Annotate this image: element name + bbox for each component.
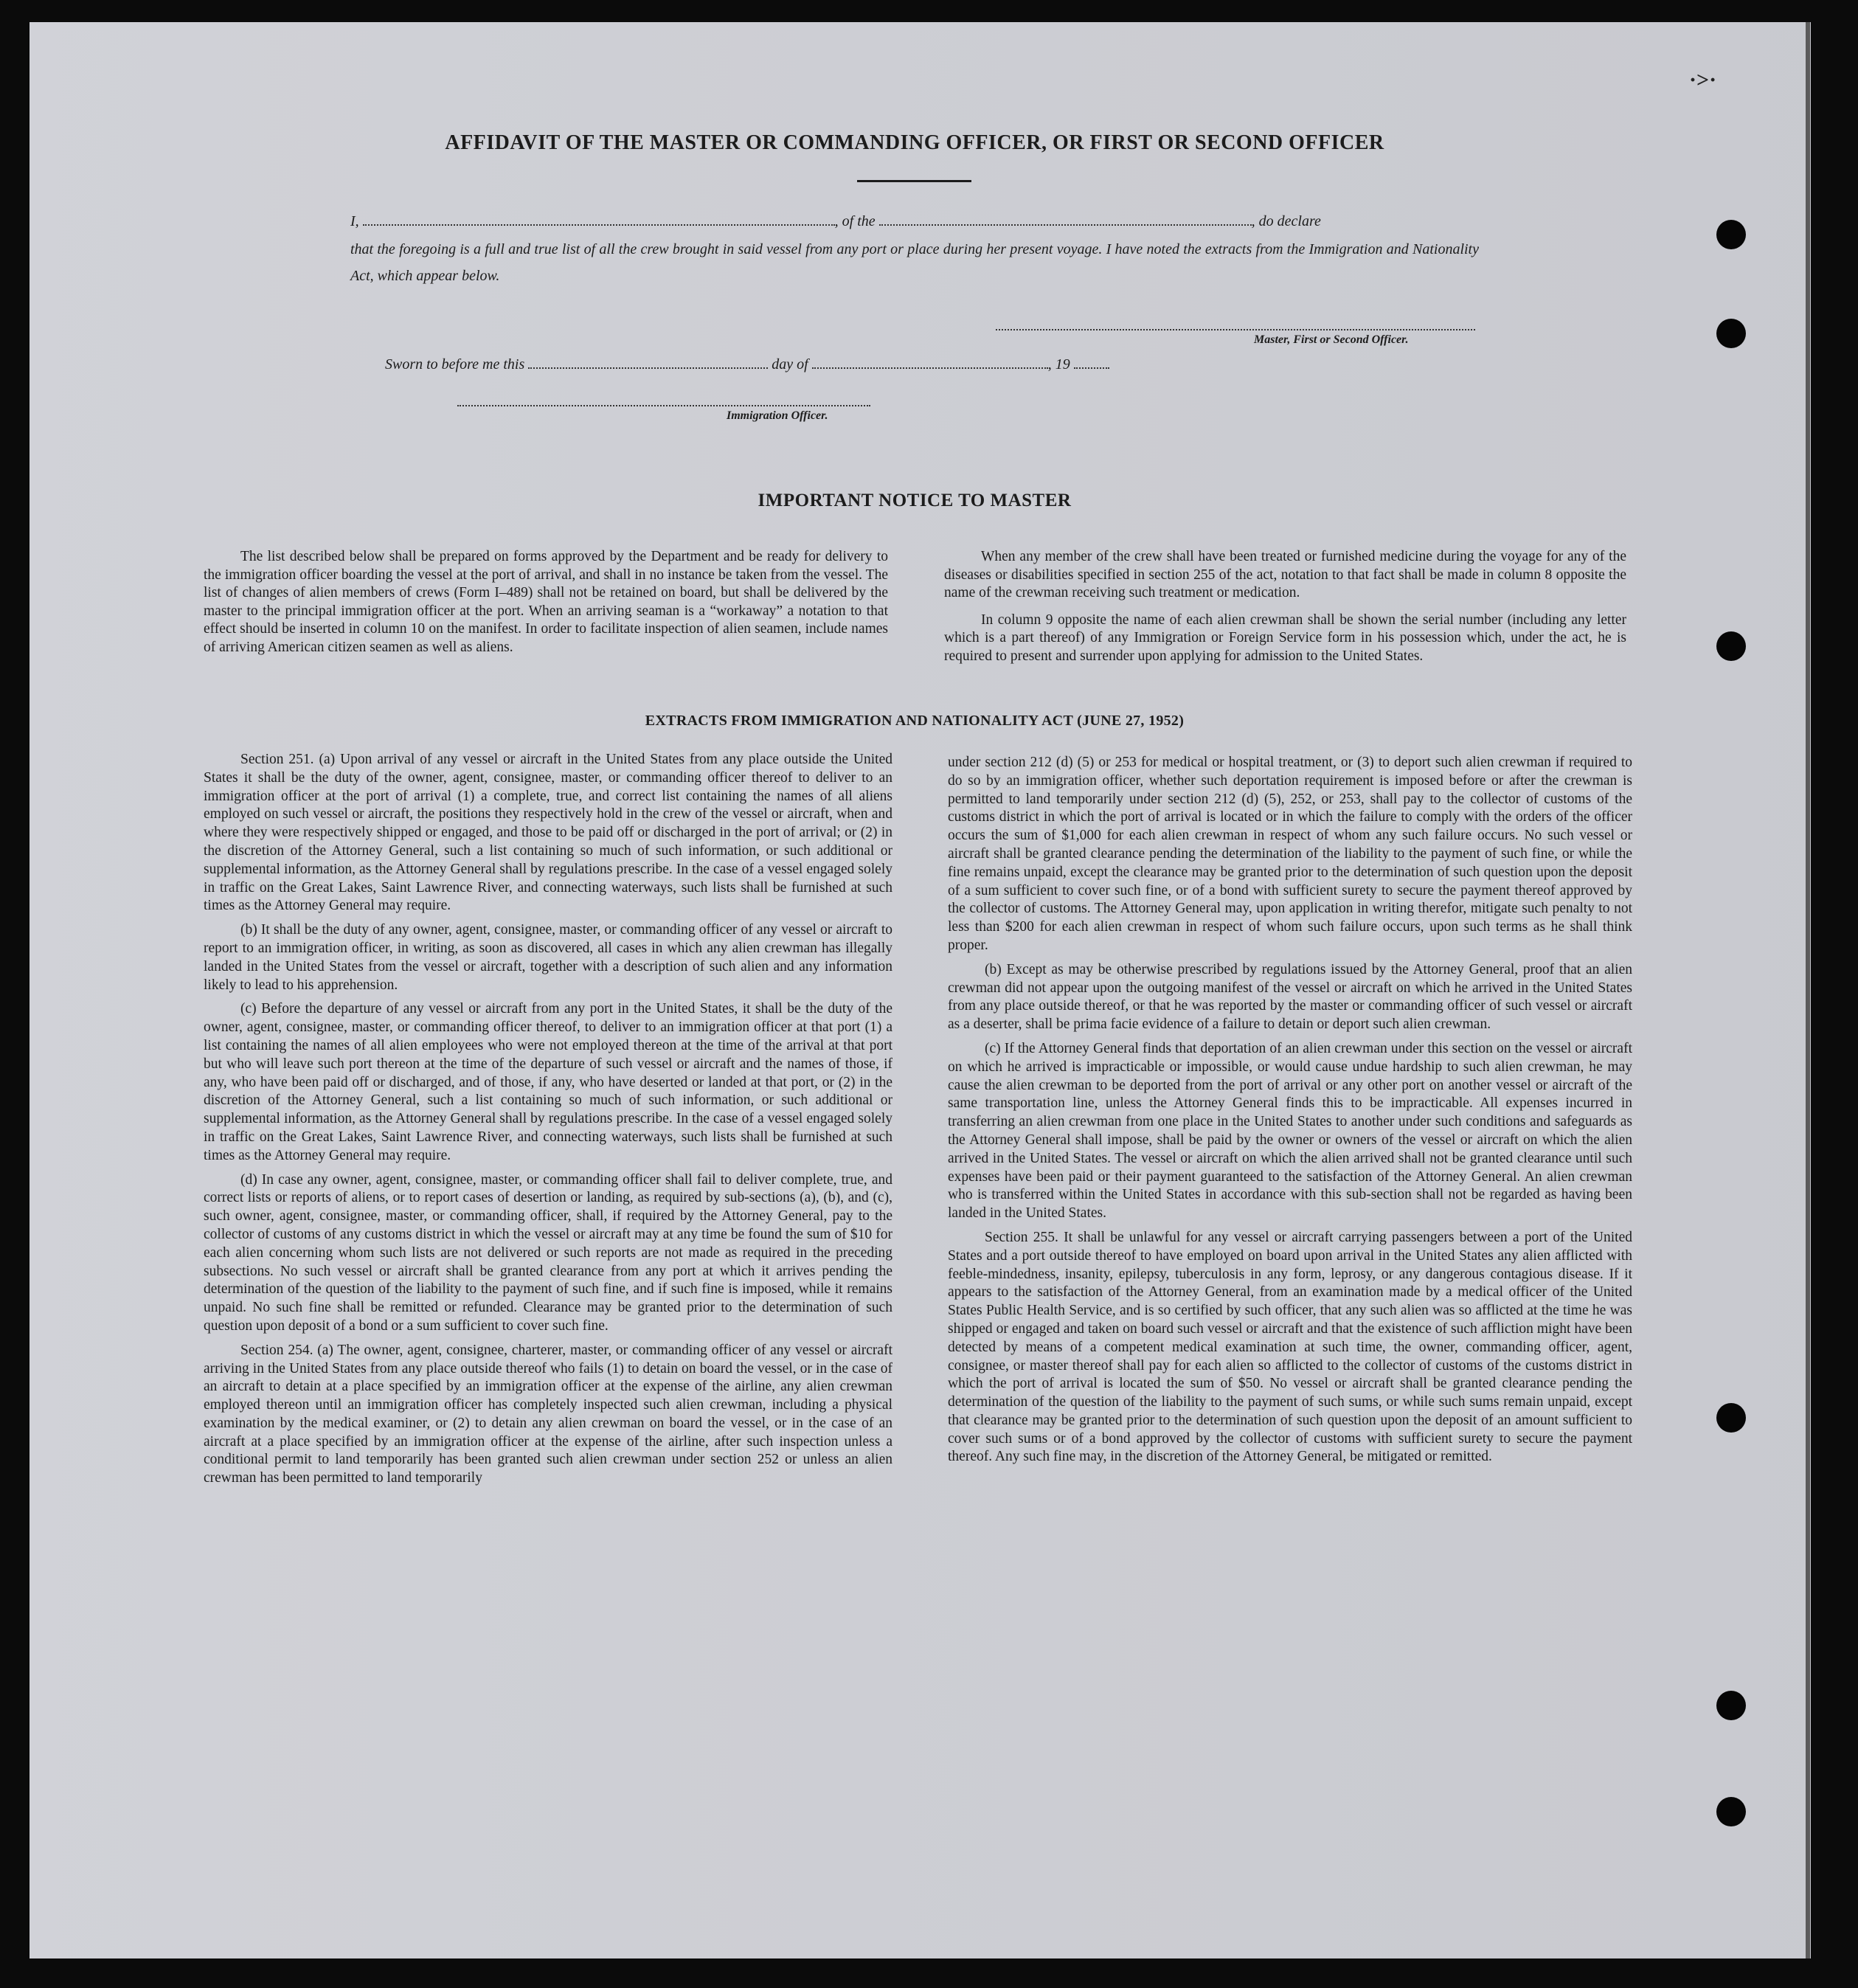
- extracts-right-column: [948, 754, 1632, 1472]
- section-254-c: (c) If the Attorney General finds that deportation of an alien crewman under this section on the vessel or aircraft on which he arrived is impracticable or impossible, or would cause undue hardship to such alien crewman, he may cause the alien crewman to be deported from the port of arrival or any other port on another vessel or aircraft of the same transportation line, unless the Attorney General finds this to be impracticable. All expenses incurred in transferring an alien crewman from one place in the United States to another under such conditions and safeguards as the Attorney General shall impose, shall be paid by the owner or owners of the vessel or aircraft on which the alien arrived in the United States. The vessel or aircraft on which the alien arrived shall not be granted clearance until such expenses have been paid or their payment guaranteed to the satisfaction of the Attorney General. An alien crewman who is transferred within the United States in accordance with this sub-section shall not be regarded as having been landed in the United States.: [948, 1040, 1632, 1222]
- page-edge: [1806, 22, 1810, 1958]
- of-the-label: , of the: [834, 213, 876, 229]
- section-255: Section 255. It shall be unlawful for any vessel or aircraft carrying passengers between a port of the United States and a port outside thereof to have employed on board upon arrival in the United States any alien afflicted with feeble-mindedness, insanity, epilepsy, tuberculosis in any form, leprosy, or any dangerous contagious disease. If it appears to the satisfaction of the Attorney General, from an examination made by a medical officer of the United States Public Health Service, and is so certified by such officer, that any such alien was so afflicted at the time he was shipped or engaged and taken on board such vessel or aircraft and that the existence of such affliction might have been detected by means of a competent medical examination at such time, the owner, commanding officer, agent, consignee, or master thereof shall pay for each alien so afflicted to the collector of customs of the customs district in which the port of arrival is located the sum of $50. No vessel or aircraft shall be granted clearance pending the determination of the question of the liability to the payment of such sums, or while such sums remain unpaid, except that clearance may be granted prior to the determination of such question upon the deposit of an amount sufficient to cover such sums or of a bond approved by the collector of customs with sufficient surety to secure the payment thereof. Any such fine may, in the discretion of the Attorney General, be mitigated or remitted.: [948, 1229, 1632, 1465]
- punch-hole: [1716, 631, 1746, 661]
- punch-hole: [1716, 220, 1746, 249]
- punch-hole: [1716, 1403, 1746, 1433]
- do-declare-label: , do declare: [1251, 213, 1321, 229]
- notice-left-paragraph: The list described below shall be prepared on forms approved by the Department and be ready for delivery to the immigration officer boarding the vessel at the port of arrival, and shall in no instance be taken from the vessel. The list of changes of alien members of crews (Form I–489) shall not be retained on board, but shall be delivered by the master to the principal immigration officer at the port. When an arriving seaman is a “workaway” a notation to that effect should be inserted in column 10 on the manifest. In order to facilitate inspection of alien seamen, include names of arriving American citizen seamen as well as aliens.: [204, 549, 888, 655]
- sworn-month-field[interactable]: [812, 367, 1048, 369]
- master-caption: Master, First or Second Officer.: [1254, 333, 1409, 346]
- declaration-line: [350, 208, 1479, 235]
- section-254-a: Section 254. (a) The owner, agent, consignee, charterer, master, or commanding officer of any vessel or aircraft arriving in the United States from any place outside thereof who fails (1) to detain on board the vessel, or in the case of an aircraft to detain at a place specified by an immigration officer at the expense of the airline, any alien crewman employed thereon until an immigration officer has completely inspected such alien crewman, including a physical examination by the medical examiner, or (2) to detain any alien crewman on board the vessel, or in the case of an aircraft at a place specified by an immigration officer at the expense of the airline, after such inspection unless a conditional permit to land temporarily has been granted such alien crewman under section 252 or unless an alien crewman has been permitted to land temporarily: [204, 1342, 892, 1486]
- sworn-label: Sworn to before me this: [385, 356, 525, 373]
- punch-hole: [1716, 319, 1746, 348]
- notice-left-column: [204, 548, 888, 665]
- day-of-label: day of: [772, 356, 808, 373]
- declaration-statement: that the foregoing is a full and true list of all the crew brought in said vessel from any port or place during her present voyage. I have noted the extracts from the Immigration and Nationality Act, which appear below.: [350, 241, 1479, 284]
- name-field[interactable]: [363, 224, 835, 226]
- notice-right-paragraph-2: In column 9 opposite the name of each alien crewman shall be shown the serial number (including any letter which is a part thereof) of any Immigration or Foreign Service form in his possession which, under the act, he is required to present and surrender upon applying for admission to the United States.: [944, 612, 1626, 664]
- sworn-year-field[interactable]: [1074, 367, 1109, 369]
- section-251-b: (b) It shall be the duty of any owner, agent, consignee, master, or commanding officer of any vessel or aircraft to report to an immigration officer, in writing, as soon as discovered, all cases in which any alien crewman has illegally landed in the United States from the vessel or aircraft, together with a description of such alien and any information likely to lead to his apprehension.: [204, 922, 892, 993]
- affidavit-title: AFFIDAVIT OF THE MASTER OR COMMANDING OFFICER, OR FIRST OR SECOND OFFICER: [445, 131, 1384, 154]
- punch-hole: [1716, 1691, 1746, 1720]
- section-251-a: Section 251. (a) Upon arrival of any vessel or aircraft in the United States from any place outside the United States it shall be the duty of the owner, agent, consignee, master, or commanding officer thereof to deliver to an immigration officer at the port of arrival (1) a complete, true, and correct list containing the names of all aliens employed on such vessel or aircraft, the positions they respectively hold in the crew of the vessel or aircraft, when and where they were respectively shipped or engaged, and those to be paid off or discharged in the port of arrival; or (2) in the discretion of the Attorney General, such a list containing so much of such information, or such additional or supplemental information, as the Attorney General shall by regulations prescribe. In the case of a vessel engaged solely in traffic on the Great Lakes, Saint Lawrence River, and connecting waterways, such lists shall be furnished at such times as the Attorney General may require.: [204, 752, 892, 914]
- year-label: , 19: [1047, 356, 1070, 373]
- section-251-d: (d) In case any owner, agent, consignee, master, or commanding officer shall fail to deliver complete, true, and correct lists or reports of aliens, or to report cases of desertion or landing, as required by sub-sections (a), (b), and (c), such owner, agent, consignee, master, or commanding officer, shall, if required by the Attorney General, pay to the collector of customs of any customs district in which the vessel or aircraft may at any time be found the sum of $10 for each alien concerning whom such lists are not delivered or such reports are not made as required in the preceding subsections. No such vessel or aircraft shall be granted clearance from any port at which it arrives pending the determination of the question of the liability to the payment of such fine, and if such fine is imposed, while it remains unpaid. No such fine shall be remitted or refunded. Clearance may be granted prior to the determination of such question upon deposit of a bond or a sum sufficient to cover such fine.: [204, 1171, 892, 1334]
- extracts-title: EXTRACTS FROM IMMIGRATION AND NATIONALITY ACT (JUNE 27, 1952): [645, 713, 1185, 729]
- punch-hole: [1716, 1797, 1746, 1826]
- section-254-b: (b) Except as may be otherwise prescribed by regulations issued by the Attorney General, proof that an alien crewman did not appear upon the outgoing manifest of the vessel or aircraft on which he arrived in the United States from any place outside thereof, or that he was reported by the master or commanding officer of such vessel or aircraft as a deserter, shall be prima facie evidence of a failure to detain or deport such alien crewman.: [948, 961, 1632, 1033]
- immigration-officer-signature-line[interactable]: [457, 405, 870, 406]
- sworn-line: [385, 351, 1270, 378]
- extracts-left-column: [204, 751, 892, 1494]
- vessel-field[interactable]: [879, 224, 1252, 226]
- section-254-a-continued: under section 212 (d) (5) or 253 for medical or hospital treatment, or (3) to deport such alien crewman if required to do so by an immigration officer, whether such deportation requirement is imposed before or after the crewman is permitted to land temporarily under section 212 (d) (5), 252, or 253, shall pay to the collector of customs of the customs district in which the port of arrival is located or in which the failure to comply with the orders of the officer occurs the sum of $1,000 for each alien crewman in respect of whom any such failure occurs. No such vessel or aircraft shall be granted clearance pending the determination of the liability to the payment of such fine, or while the fine remains unpaid, except the clearance may be granted prior to the determination of such question upon the deposit of a sum sufficient to cover such fine, or of a bond with sufficient surety to secure the payment thereof approved by the collector of customs. The Attorney General may, upon application in writing therefor, mitigate such penalty to not less than $200 for each alien crewman in respect of whom such failure occurs, upon such terms as he shall think proper.: [948, 755, 1632, 953]
- i-label: I,: [350, 213, 359, 229]
- immigration-officer-caption: Immigration Officer.: [727, 409, 828, 422]
- master-signature-line[interactable]: [996, 329, 1475, 330]
- notice-right-paragraph-1: When any member of the crew shall have been treated or furnished medicine during the voyage for any of the diseases or disabilities specified in section 255 of the act, notation to that fact shall be made in column 8 opposite the name of the crewman receiving such treatment or medication.: [944, 549, 1626, 600]
- corner-mark: ·>·: [1689, 68, 1717, 92]
- sworn-day-field[interactable]: [528, 367, 768, 369]
- title-divider: [857, 180, 971, 182]
- notice-right-column: [944, 548, 1626, 674]
- notice-title: IMPORTANT NOTICE TO MASTER: [758, 491, 1072, 510]
- section-251-c: (c) Before the departure of any vessel or aircraft from any port in the United States, it shall be the duty of the owner, agent, consignee, master, or commanding officer thereof, to deliver to an immigration officer at that port (1) a list containing the names of all alien employees who were not employed thereon at the time of the arrival at that port but who will leave such port thereon at the time of the departure of such vessel or aircraft and the names of those, if any, who have been paid off or discharged, and of those, if any, who have deserted or landed at that port, or (2) in the discretion of the Attorney General, such a list containing so much of such information, or such additional or supplemental information, as the Attorney General shall by regulations prescribe. In the case of a vessel engaged solely in traffic on the Great Lakes, Saint Lawrence River, and connecting waterways, such lists shall be furnished at such times as the Attorney General may require.: [204, 1001, 892, 1163]
